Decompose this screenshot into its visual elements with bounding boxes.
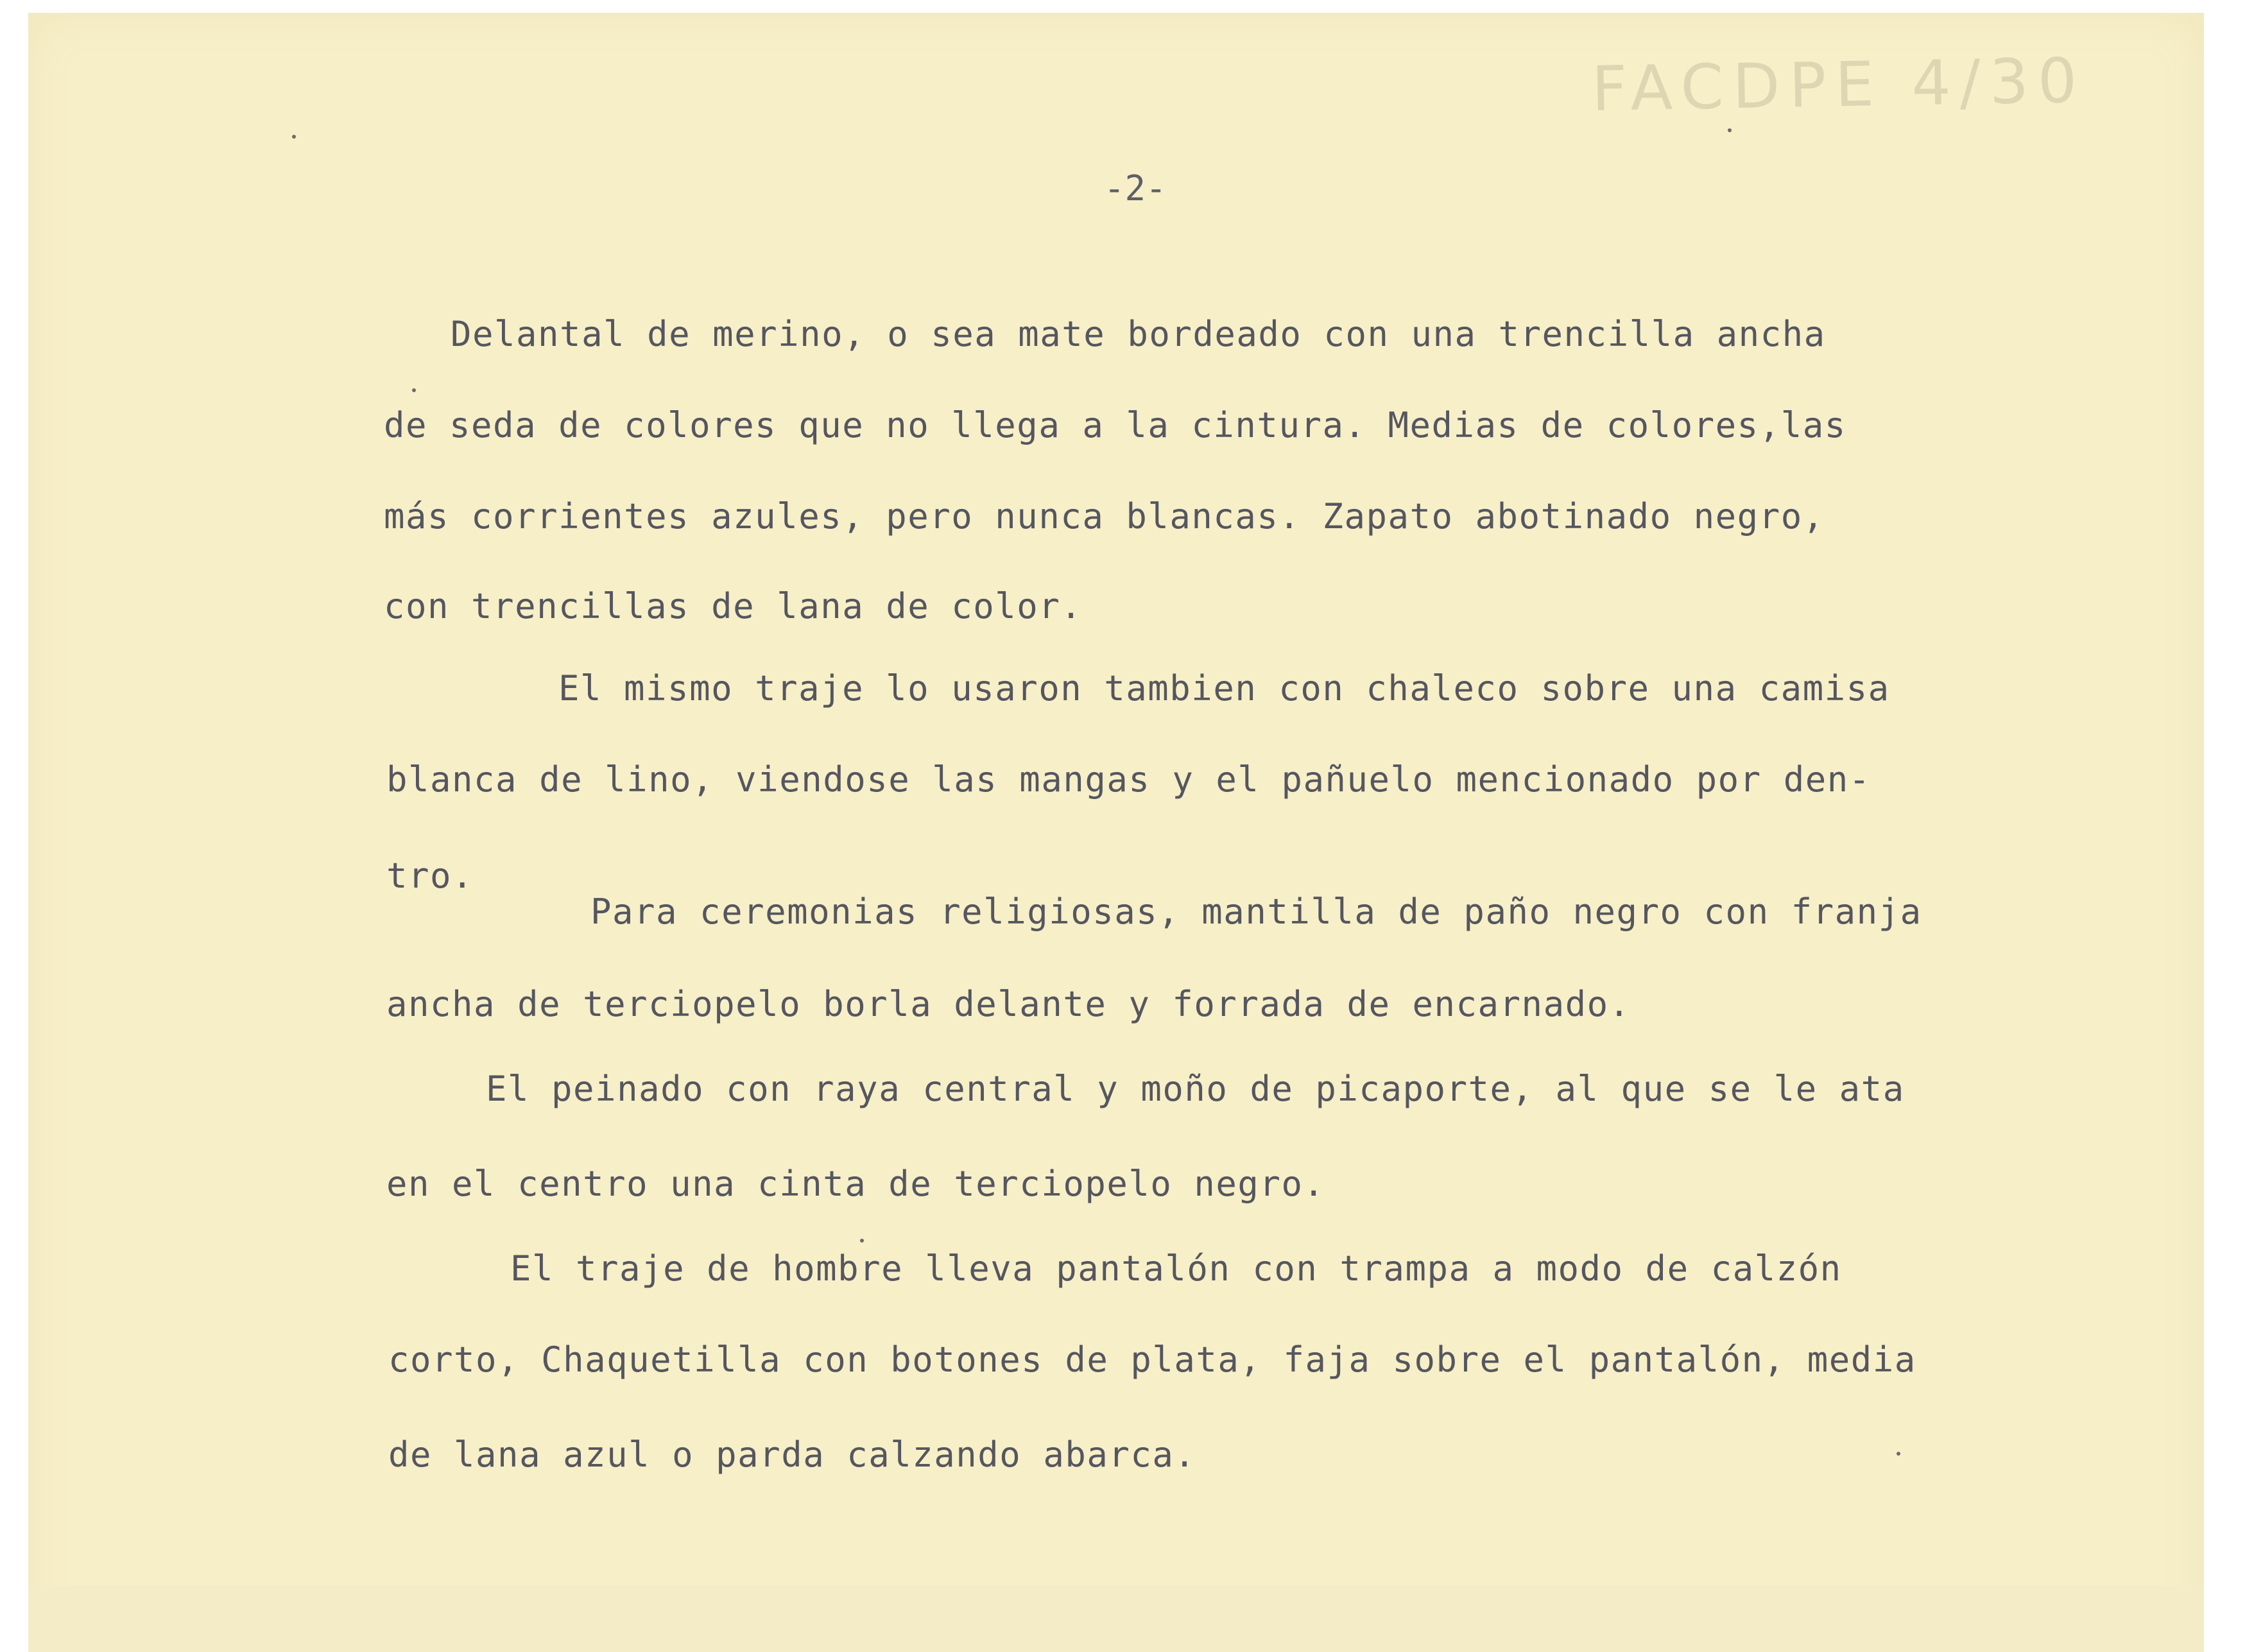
text-line: de seda de colores que no llega a la cintura. Medias de colores,las [384,405,1846,445]
text-line: más corrientes azules, pero nunca blancas. Zapato abotinado negro, [384,496,1825,537]
paper-speck [1897,1452,1900,1456]
paper-speck [1728,128,1732,132]
archive-reference-mark: FACDPE 4/30 [1591,44,2086,125]
text-line: en el centro una cinta de terciopelo negro. [386,1164,1325,1204]
text-line: ancha de terciopelo borla delante y forrada de encarnado. [386,984,1631,1024]
text-line: El peinado con raya central y moño de picaporte, al que se le ata [486,1069,1905,1109]
text-line: con trencillas de lana de color. [384,586,1083,626]
text-line: El mismo traje lo usaron tambien con chaleco sobre una camisa [558,668,1890,709]
paper-speck [860,1239,864,1243]
paper-speck [292,135,296,139]
page-number: -2- [1104,168,1167,209]
text-line: corto, Chaquetilla con botones de plata, faja sobre el pantalón, media [388,1339,1916,1380]
text-line: Para ceremonias religiosas, mantilla de paño negro con franja [590,891,1922,932]
text-line: blanca de lino, viendose las mangas y el pañuelo mencionado por den- [386,759,1871,800]
text-line: Delantal de merino, o sea mate bordeado con una trencilla ancha [451,314,1826,354]
paper-sheet [28,13,2204,1652]
text-line: tro. [386,856,474,896]
paper-bottom-edge [28,1585,2204,1652]
text-line: El traje de hombre lleva pantalón con trampa a modo de calzón [510,1248,1842,1289]
paper-speck [412,388,416,392]
text-line: de lana azul o parda calzando abarca. [388,1434,1196,1475]
